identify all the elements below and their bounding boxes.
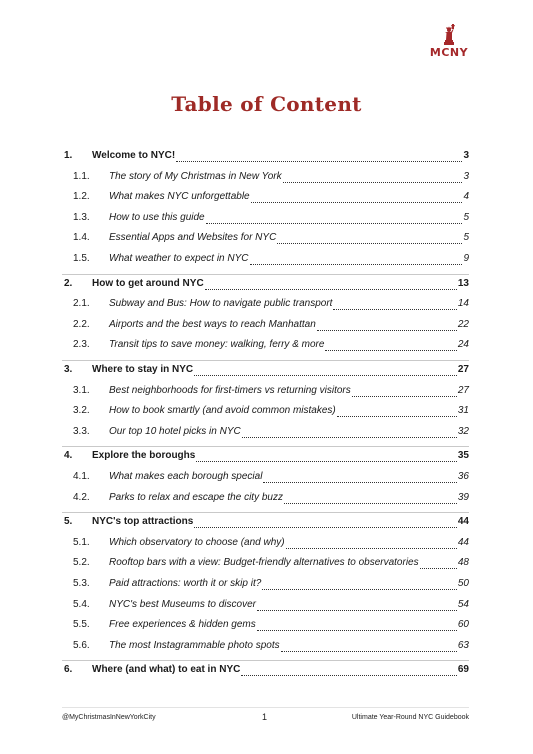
toc-dot-leader — [317, 329, 457, 331]
toc-entry-label: Welcome to NYC! — [92, 150, 176, 161]
section-divider — [62, 446, 469, 447]
toc-entry-number: 1. — [64, 150, 73, 161]
toc-entry-label: Which observatory to choose (and why) — [109, 536, 285, 548]
toc-entry-page: 5 — [463, 211, 469, 223]
toc-subsection-entry[interactable] — [62, 470, 469, 486]
toc-dot-leader — [263, 481, 456, 483]
brand-logo — [428, 24, 470, 70]
footer-book-title: Ultimate Year-Round NYC Guidebook — [351, 714, 469, 721]
toc-entry-label: Free experiences & hidden gems — [109, 619, 256, 631]
toc-dot-leader — [281, 650, 457, 652]
toc-entry-label: Subway and Bus: How to navigate public transport — [109, 298, 333, 310]
toc-subsection-entry[interactable] — [62, 598, 469, 614]
toc-entry-label: Rooftop bars with a view: Budget-friendly alternatives to observatories — [109, 557, 419, 569]
toc-subsection-entry[interactable] — [62, 404, 469, 420]
section-divider — [62, 274, 469, 275]
toc-subsection-entry[interactable] — [62, 231, 469, 247]
toc-entry-page: 13 — [457, 277, 469, 289]
toc-dot-leader — [241, 674, 457, 676]
toc-dot-leader — [284, 502, 457, 504]
toc-entry-number: 5.3. — [73, 578, 90, 589]
toc-entry-label: Paid attractions: worth it or skip it? — [109, 578, 262, 589]
toc-subsection-entry[interactable] — [62, 252, 469, 268]
toc-entry-number: 4. — [64, 450, 73, 462]
toc-subsection-entry[interactable] — [62, 338, 469, 354]
toc-dot-leader — [277, 242, 462, 244]
toc-entry-label: Essential Apps and Websites for NYC — [109, 232, 277, 244]
toc-dot-leader — [286, 547, 457, 549]
toc-entry-number: 1.1. — [73, 170, 90, 182]
toc-section-entry[interactable] — [62, 663, 469, 679]
toc-entry-label: Explore the boroughs — [92, 450, 196, 462]
toc-entry-page: 35 — [457, 450, 469, 462]
toc-entry-page: 44 — [457, 516, 469, 528]
toc-subsection-entry[interactable] — [62, 297, 469, 313]
toc-entry-page: 39 — [457, 491, 469, 503]
toc-entry-page: 3 — [463, 170, 469, 182]
footer-page-number: 1 — [262, 712, 268, 722]
toc-entry-page: 31 — [457, 405, 469, 417]
toc-subsection-entry[interactable] — [62, 384, 469, 400]
toc-entry-page: 4 — [463, 191, 469, 203]
toc-entry-number: 3.2. — [73, 405, 90, 417]
toc-entry-label: How to book smartly (and avoid common mistakes) — [109, 405, 336, 417]
toc-entry-number: 4.2. — [73, 491, 90, 503]
toc-entry-page: 54 — [457, 598, 469, 610]
toc-subsection-entry[interactable] — [62, 536, 469, 552]
toc-entry-label: The story of My Christmas in New York — [109, 170, 282, 182]
toc-entry-number: 5.2. — [73, 557, 90, 569]
toc-section-entry[interactable] — [62, 149, 469, 165]
toc-subsection-entry[interactable] — [62, 491, 469, 507]
section-divider — [62, 512, 469, 513]
toc-dot-leader — [176, 160, 462, 162]
toc-subsection-entry[interactable] — [62, 211, 469, 227]
toc-dot-leader — [283, 181, 463, 183]
toc-entry-page: 5 — [463, 232, 469, 244]
toc-entry-number: 2.2. — [73, 318, 90, 330]
toc-entry-number: 2. — [64, 277, 73, 289]
toc-entry-page: 48 — [457, 557, 469, 569]
toc-entry-label: NYC's top attractions — [92, 516, 194, 528]
toc-entry-label: Our top 10 hotel picks in NYC — [109, 425, 241, 437]
toc-section-entry[interactable] — [62, 277, 469, 293]
toc-entry-label: What makes NYC unforgettable — [109, 191, 250, 203]
toc-entry-label: What makes each borough special — [109, 471, 263, 482]
toc-section-entry[interactable] — [62, 449, 469, 465]
toc-dot-leader — [262, 588, 457, 590]
toc-entry-label: How to get around NYC — [92, 277, 204, 289]
toc-subsection-entry[interactable] — [62, 556, 469, 572]
toc-entry-label: Best neighborhoods for first-timers vs returning visitors — [109, 384, 351, 396]
toc-entry-number: 3. — [64, 364, 73, 375]
toc-dot-leader — [333, 308, 456, 310]
toc-entry-page: 3 — [463, 150, 469, 161]
toc-entry-number: 5.4. — [73, 598, 90, 610]
toc-entry-label: The most Instagrammable photo spots — [109, 639, 280, 651]
toc-dot-leader — [205, 288, 457, 290]
toc-entry-number: 1.2. — [73, 191, 90, 203]
toc-subsection-entry[interactable] — [62, 618, 469, 634]
toc-entry-label: What weather to expect in NYC — [109, 253, 249, 264]
toc-dot-leader — [194, 374, 457, 376]
toc-section-entry[interactable] — [62, 363, 469, 379]
toc-entry-label: How to use this guide — [109, 211, 205, 223]
toc-dot-leader — [194, 526, 457, 528]
toc-entry-number: 1.5. — [73, 253, 90, 264]
section-divider — [62, 360, 469, 361]
toc-entry-page: 50 — [457, 578, 469, 589]
toc-section-entry[interactable] — [62, 515, 469, 531]
toc-entry-page: 44 — [457, 536, 469, 548]
toc-subsection-entry[interactable] — [62, 170, 469, 186]
toc-entry-label: Transit tips to save money: walking, ferry & more — [109, 339, 325, 351]
toc-entry-page: 22 — [457, 318, 469, 330]
toc-dot-leader — [257, 609, 457, 611]
toc-entry-page: 27 — [457, 364, 469, 375]
toc-entry-number: 4.1. — [73, 471, 90, 482]
toc-entry-label: Airports and the best ways to reach Manhattan — [109, 318, 316, 330]
toc-subsection-entry[interactable] — [62, 639, 469, 655]
toc-entry-page: 27 — [457, 384, 469, 396]
toc-dot-leader — [206, 222, 463, 224]
statue-of-liberty-icon — [441, 24, 457, 46]
toc-entry-label: Parks to relax and escape the city buzz — [109, 491, 283, 503]
toc-dot-leader — [420, 567, 457, 569]
toc-entry-number: 2.1. — [73, 298, 90, 310]
toc-dot-leader — [251, 201, 463, 203]
toc-entry-page: 63 — [457, 639, 469, 651]
toc-entry-page: 60 — [457, 619, 469, 631]
toc-entry-number: 5.6. — [73, 639, 90, 651]
toc-entry-number: 5.1. — [73, 536, 90, 548]
toc-entry-number: 3.1. — [73, 384, 90, 396]
section-divider — [62, 660, 469, 661]
page-title: Table of Content — [171, 92, 362, 116]
toc-entry-label: Where (and what) to eat in NYC — [92, 664, 241, 676]
toc-dot-leader — [257, 629, 457, 631]
toc-entry-number: 3.3. — [73, 425, 90, 437]
toc-entry-number: 6. — [64, 664, 73, 676]
toc-subsection-entry[interactable] — [62, 318, 469, 334]
toc-subsection-entry[interactable] — [62, 190, 469, 206]
toc-dot-leader — [196, 460, 457, 462]
toc-entry-page: 32 — [457, 425, 469, 437]
toc-entry-number: 1.3. — [73, 211, 90, 223]
footer-divider — [62, 707, 469, 708]
toc-dot-leader — [337, 415, 457, 417]
toc-subsection-entry[interactable] — [62, 577, 469, 593]
toc-entry-number: 5.5. — [73, 619, 90, 631]
toc-entry-page: 24 — [457, 339, 469, 351]
toc-entry-number: 2.3. — [73, 339, 90, 351]
toc-dot-leader — [352, 395, 457, 397]
toc-entry-label: NYC's best Museums to discover — [109, 598, 256, 610]
toc-entry-number: 5. — [64, 516, 73, 528]
toc-dot-leader — [325, 349, 456, 351]
toc-entry-page: 36 — [457, 471, 469, 482]
toc-dot-leader — [242, 436, 457, 438]
toc-entry-number: 1.4. — [73, 232, 90, 244]
toc-entry-page: 69 — [457, 664, 469, 676]
logo-text: MCNY — [429, 46, 469, 59]
toc-subsection-entry[interactable] — [62, 425, 469, 441]
footer-handle: @MyChristmasInNewYorkCity — [62, 714, 156, 721]
toc-entry-page: 9 — [463, 253, 469, 264]
toc-entry-page: 14 — [457, 298, 469, 310]
toc-dot-leader — [250, 263, 463, 265]
toc-entry-label: Where to stay in NYC — [92, 364, 194, 375]
